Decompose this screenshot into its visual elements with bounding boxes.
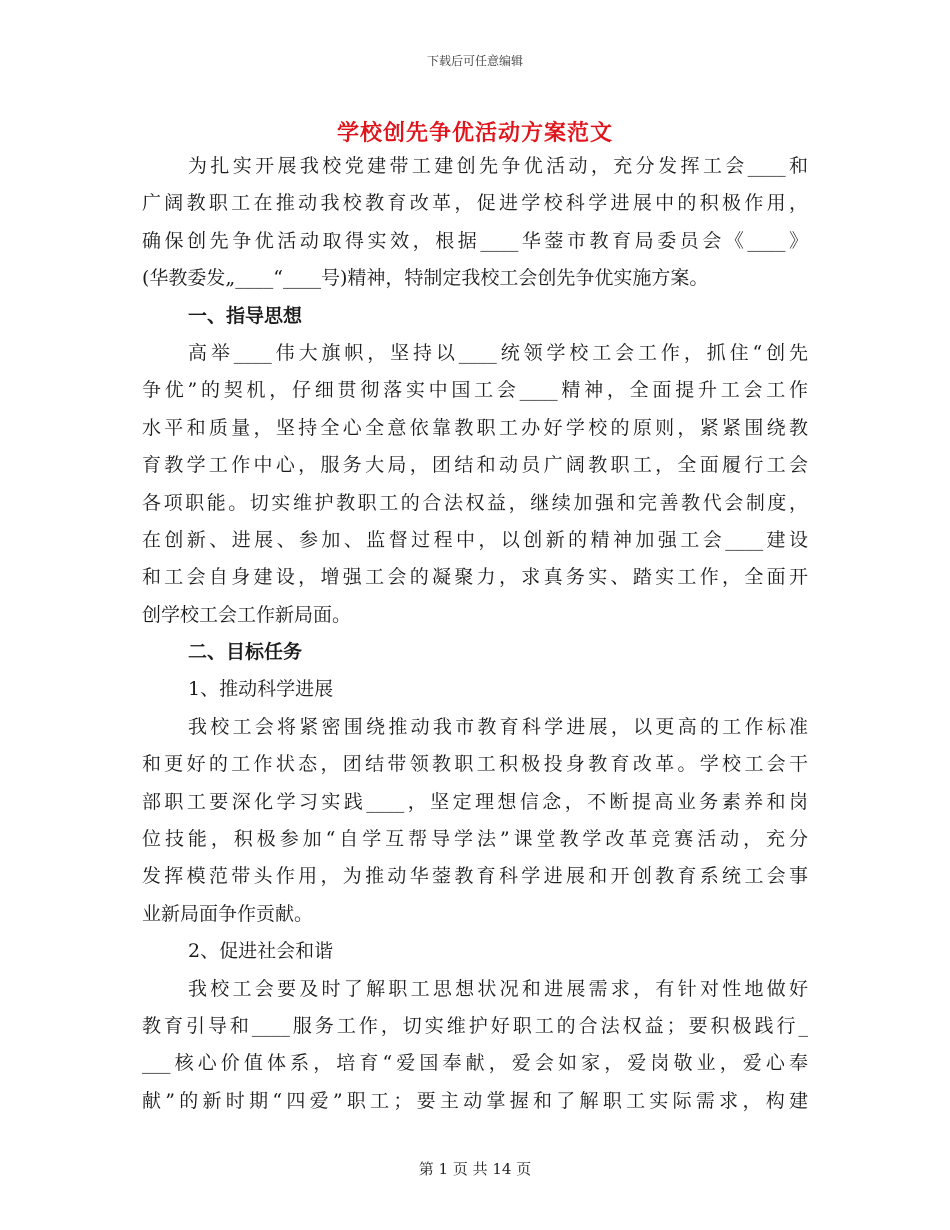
body-text-line: 发挥模范带头作用，为推动华蓥教育科学进展和开创教育系统工会事 (142, 865, 808, 888)
page-footer: 第 1 页 共 14 页 (418, 1160, 532, 1178)
body-text-line: (华教委发„____“____号)精神，特制定我校工会创先争优实施方案。 (142, 267, 709, 290)
body-text-line: 1、推动科学进展 (188, 678, 334, 701)
body-text-line: 献”的新时期“四爱”职工；要主动掌握和了解职工实际需求，构建 (142, 1089, 808, 1112)
body-text-line: 和工会自身建设，增强工会的凝聚力，求真务实、踏实工作，全面开 (142, 566, 808, 589)
body-text-line: 位技能，积极参加“自学互帮导学法”课堂教学改革竞赛活动，充分 (142, 828, 808, 851)
body-text-line: 争优”的契机，仔细贯彻落实中国工会____精神，全面提升工会工作 (142, 379, 808, 402)
body-text-line: 我校工会要及时了解职工思想状况和进展需求，有针对性地做好 (188, 977, 808, 1000)
body-text-line: 教育引导和____服务工作，切实维护好职工的合法权益；要积极践行_ (142, 1014, 808, 1037)
section-heading: 一、指导思想 (188, 304, 303, 327)
document-title: 学校创先争优活动方案范文 (336, 120, 613, 146)
body-text-line: 创学校工会工作新局面。 (142, 603, 352, 626)
body-text-line: 2、促进社会和谐 (188, 940, 334, 963)
body-text-line: 为扎实开展我校党建带工建创先争优活动，充分发挥工会____和 (188, 155, 808, 177)
page-header: 下载后可任意编辑 (426, 54, 523, 68)
body-text-line: 业新局面争作贡献。 (142, 902, 314, 925)
document-body (142, 148, 808, 1120)
body-text-line: ___核心价值体系，培育“爱国奉献，爱会如家，爱岗敬业，爱心奉 (142, 1052, 808, 1075)
body-text-line: 部职工要深化学习实践____，坚定理想信念，不断提高业务素养和岗 (142, 790, 808, 813)
body-text-line: 在创新、进展、参加、监督过程中，以创新的精神加强工会____建设 (142, 528, 808, 551)
body-text-line: 水平和质量，坚持全心全意依靠教职工办好学校的原则，紧紧围绕教 (142, 416, 808, 439)
body-text-line: 我校工会将紧密围绕推动我市教育科学进展，以更高的工作标准 (188, 715, 808, 738)
body-text-line: 育教学工作中心，服务大局，团结和动员广阔教职工，全面履行工会 (142, 454, 808, 477)
body-text-line: 高举____伟大旗帜，坚持以____统领学校工会工作，抓住“创先 (188, 341, 808, 364)
body-text-line: 和更好的工作状态，团结带领教职工积极投身教育改革。学校工会干 (142, 753, 808, 776)
section-heading: 二、目标任务 (188, 641, 303, 664)
body-text-line: 各项职能。切实维护教职工的合法权益，继续加强和完善教代会制度， (142, 491, 808, 514)
body-text-line: 广阔教职工在推动我校教育改革，促进学校科学进展中的积极作用， (142, 192, 808, 215)
body-text-line: 确保创先争优活动取得实效，根据____华蓥市教育局委员会《____》 (142, 229, 808, 252)
